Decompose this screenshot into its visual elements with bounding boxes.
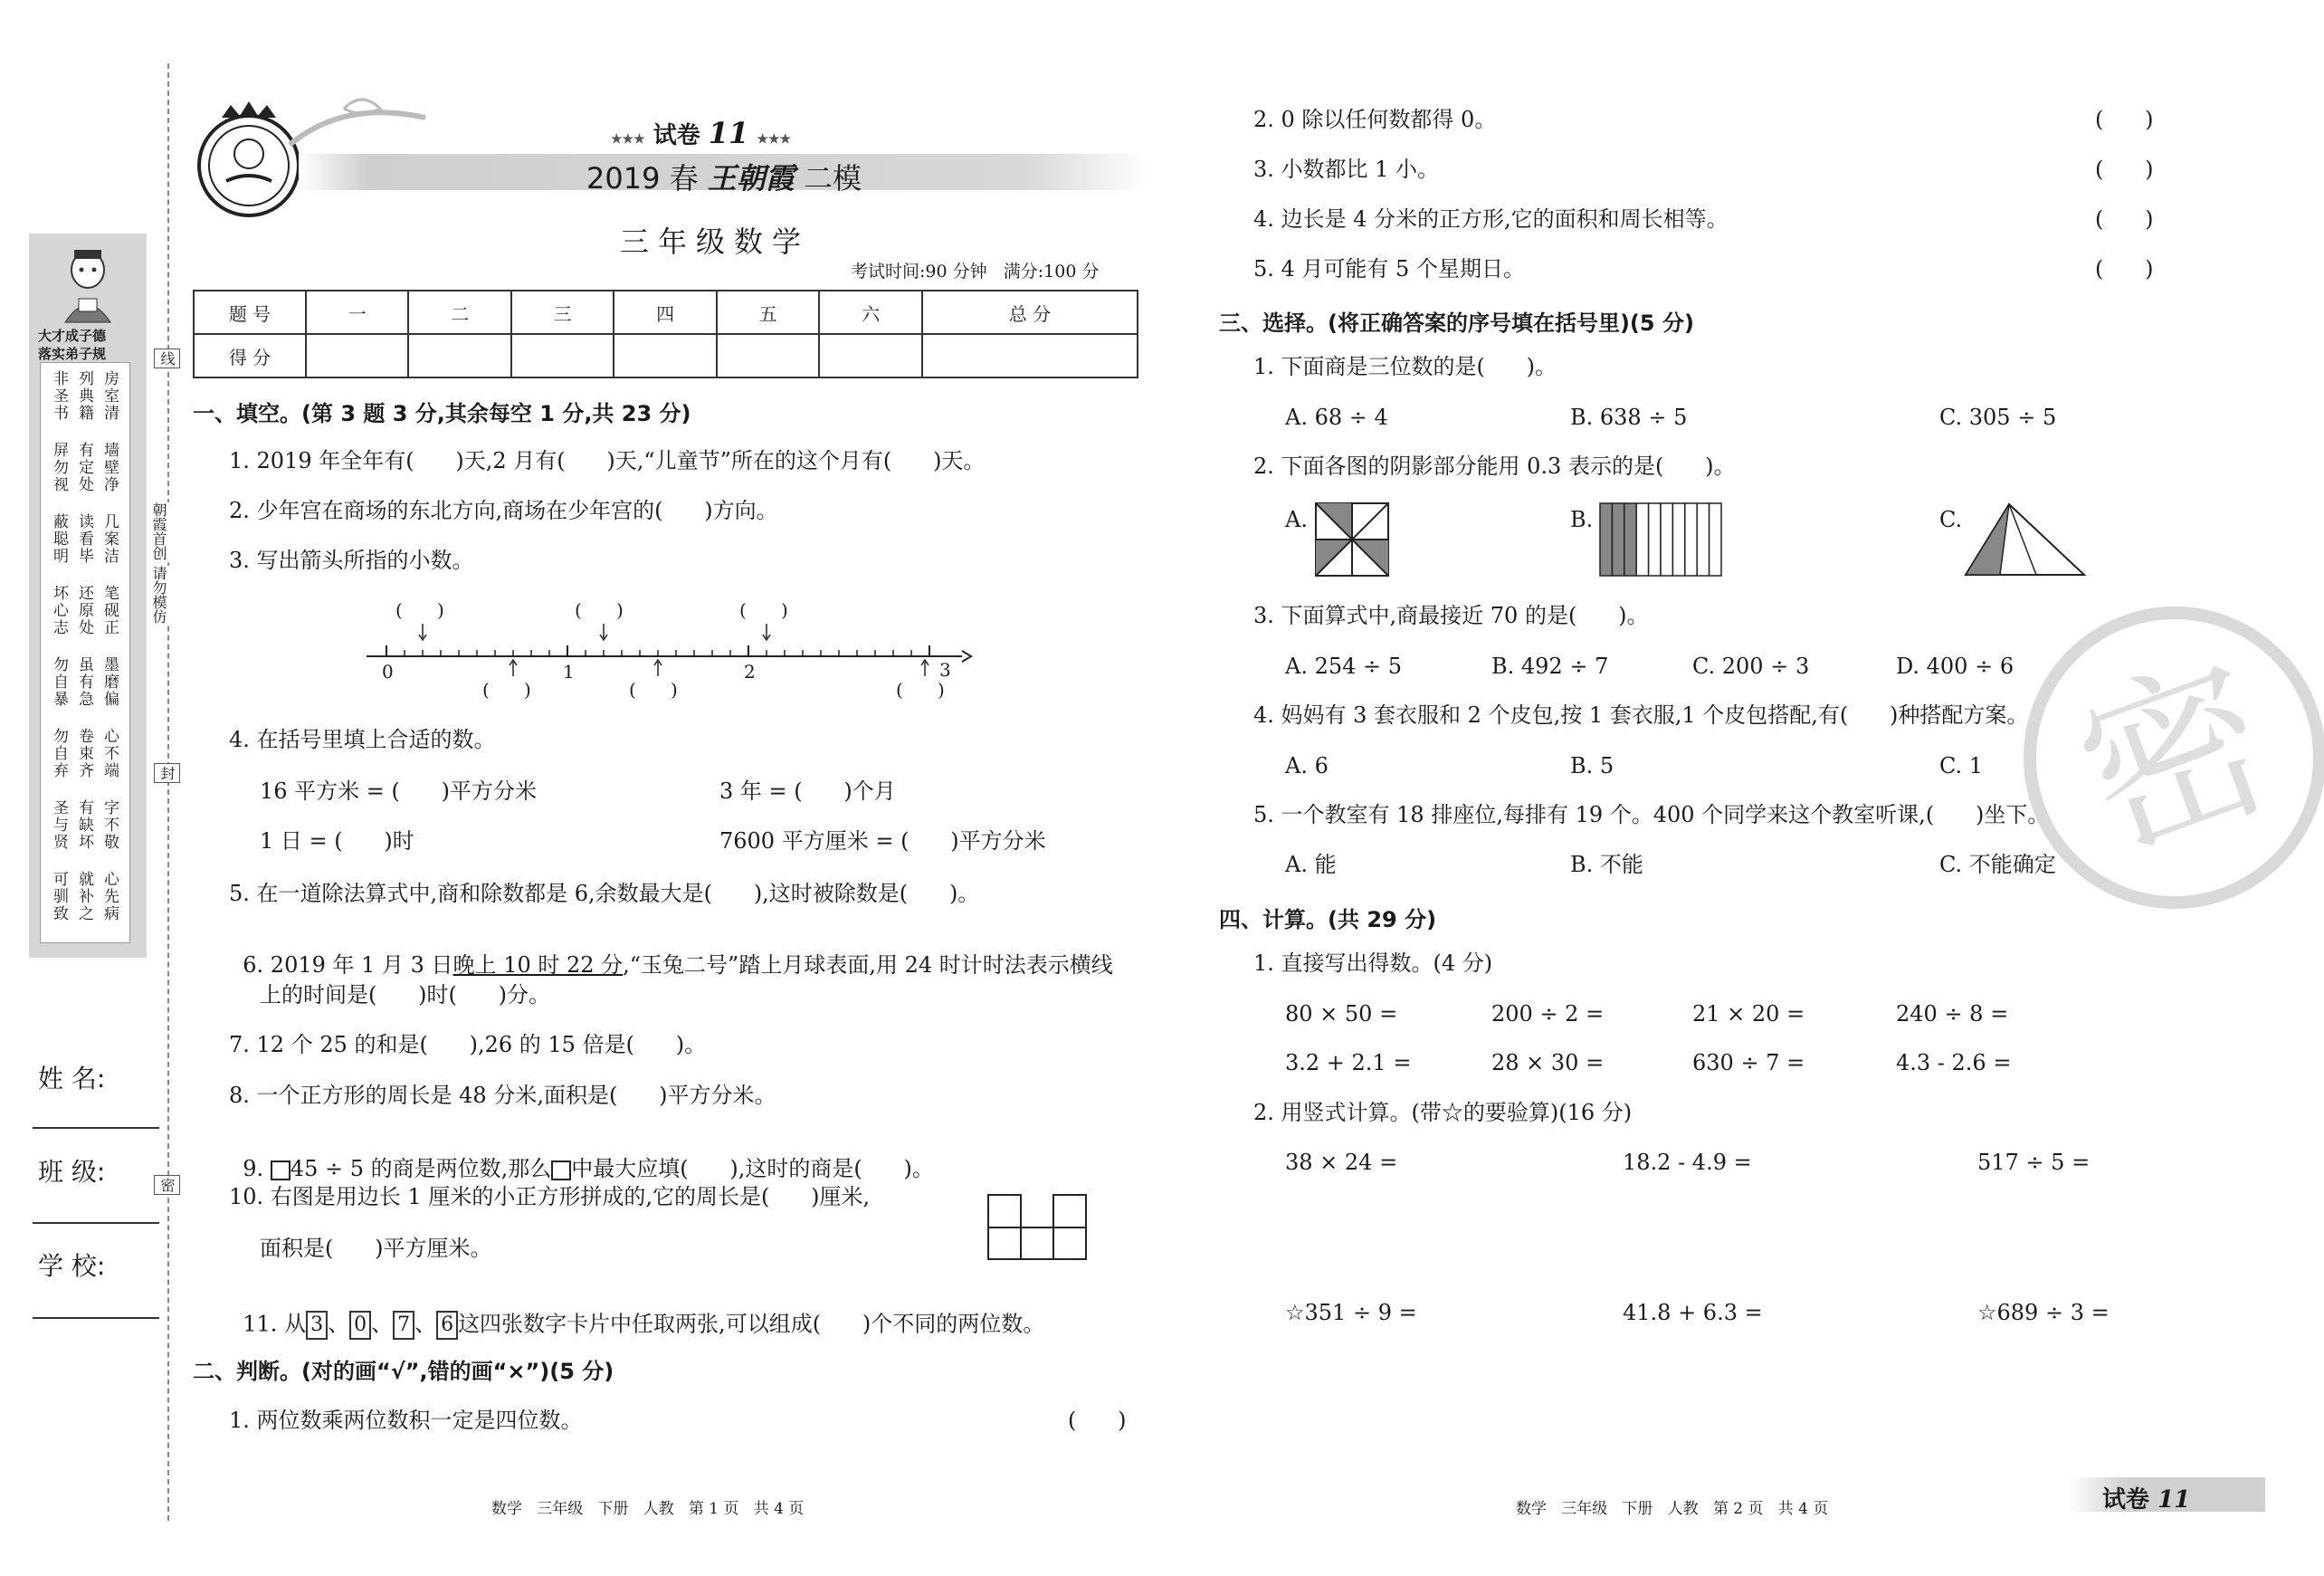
motto-phrase: 勿自弃 [50,728,68,779]
fill-q3: 3. 写出箭头所指的小数。 [229,548,474,573]
strip-cell [1661,503,1672,576]
calc-item: 630 ÷ 7 = [1692,1050,1805,1075]
section4-title: 四、计算。(共 29 分) [1219,907,1437,932]
score-value-row [194,334,1138,377]
calc-item: 28 × 30 = [1491,1050,1605,1075]
motto-phrase: 有缺坏 [75,799,93,851]
motto-phrase: 有定处 [75,442,93,493]
figure-c-triangle [1964,502,2086,580]
paper-number-line [611,116,791,150]
blank-square [551,1161,571,1180]
judge-q3: 3. 小数都比 1 小。 [1253,157,1440,182]
digit-card: 3 [306,1311,328,1340]
nl-answer-bottom[interactable]: ( ) [482,679,531,701]
motto-phrase: 字不敬 [100,799,119,851]
q9-num: 9. [243,1156,271,1181]
choice-q1: 1. 下面商是三位数的是( )。 [1253,354,1557,379]
choice-q4-b[interactable]: B. 5 [1570,753,1614,778]
judge-q1: 1. 两位数乘两位数积一定是四位数。 [229,1408,583,1433]
judge-bracket[interactable]: ( ) [1068,1408,1127,1433]
name-field[interactable] [33,1127,159,1129]
fill-q4a: 16 平方米 = ( )平方分米 [260,778,538,804]
q6-part2: ,“玉兔二号”踏上月球表面,用 24 时计时法表示横线 [623,952,1113,978]
score-header: 五 [717,291,819,334]
vertical-calc-item: 18.2 - 4.9 = [1623,1150,1752,1175]
motto-phrase: 墙壁净 [100,442,119,493]
motto-phrase: 卷束齐 [75,728,93,779]
score-header: 二 [408,291,510,334]
stars-left: ★★★ [611,132,645,147]
side-mark-seal: 封 [154,763,180,783]
calc-item: 80 × 50 = [1285,1001,1398,1027]
fill-q1: 1. 2019 年全年有( )天,2 月有( )天,“儿童节”所在的这个月有( )天。 [229,448,986,473]
score-row-label: 得 分 [194,334,306,377]
choice-q3-d[interactable]: D. 400 ÷ 6 [1896,654,2014,679]
motto-phrase: 虽有急 [75,656,93,708]
motto-phrase: 笔砚正 [100,585,119,636]
stars-right: ★★★ [757,132,792,147]
strip-cell [1685,503,1697,576]
binding-line [167,63,169,1521]
motto-phrase: 勿自暴 [50,656,68,708]
strip-cell [1672,503,1684,576]
nl-label-2: 2 [744,661,756,683]
score-table [193,290,1138,378]
choice-q1-b[interactable]: B. 638 ÷ 5 [1570,405,1688,430]
score-cell[interactable] [306,334,408,377]
exam-info: 考试时间:90 分钟 满分:100 分 [851,262,1100,282]
motto-phrase: 屏勿视 [50,442,68,493]
choice-q3-b[interactable]: B. 492 ÷ 7 [1491,654,1609,679]
fill-q9 [229,1136,934,1180]
q6-underlined: 晚上 10 时 22 分 [452,952,624,978]
choice-q2-b[interactable]: B. [1570,507,1594,532]
footer-left: 数学 三年级 下册 人教 第 1 页 共 4 页 [491,1500,805,1518]
score-header: 总 分 [922,291,1138,334]
choice-q5-b[interactable]: B. 不能 [1570,852,1643,877]
strip-cell [1624,503,1636,576]
choice-q5-c[interactable]: C. 不能确定 [1939,852,2056,877]
calc-item: 240 ÷ 8 = [1896,1001,2009,1027]
score-header: 三 [511,291,614,334]
side-mark-secret: 密 [154,1175,180,1195]
choice-q2-a[interactable]: A. [1285,507,1308,532]
strip-cell [1649,503,1661,576]
motto-phrase: 还原处 [75,585,93,636]
nl-label-0: 0 [382,661,394,683]
motto-phrase: 非圣书 [50,370,68,422]
banner-brand: 王朝霞 [707,161,795,196]
digit-card: 7 [393,1311,414,1340]
motto-phrase: 可驯致 [50,871,68,922]
choice-q4-c[interactable]: C. 1 [1939,753,1984,778]
vertical-calc-item: 41.8 + 6.3 = [1623,1300,1763,1325]
strip-cell [1697,503,1709,576]
score-header: 题 号 [194,291,306,334]
strip-cell [1636,503,1648,576]
choice-q3: 3. 下面算式中,商最接近 70 的是( )。 [1253,603,1649,628]
judge-q4: 4. 边长是 4 分米的正方形,它的面积和周长相等。 [1253,206,1729,232]
digit-card: 0 [349,1311,371,1340]
judge-bracket[interactable]: ( ) [2095,107,2154,132]
footer-tag [2102,1481,2190,1514]
score-cell[interactable] [511,334,614,377]
fill-q7: 7. 12 个 25 的和是( ),26 的 15 倍是( )。 [229,1032,707,1057]
fill-q8: 8. 一个正方形的周长是 48 分米,面积是( )平方分米。 [229,1083,776,1108]
fill-q4b: 3 年 = ( )个月 [719,778,896,804]
score-cell[interactable] [408,334,510,377]
footer-tag-label: 试卷 [2102,1486,2150,1514]
motto-phrase: 墨磨偏 [100,656,119,708]
class-field[interactable] [33,1222,159,1224]
motto-panel [40,362,130,943]
judge-q5: 5. 4 月可能有 5 个星期日。 [1253,256,1525,282]
choice-q5-a[interactable]: A. 能 [1285,852,1337,877]
nl-label-1: 1 [563,661,575,683]
side-mark-original: 朝霞首创 [150,502,167,560]
nl-answer-top[interactable]: ( ) [395,599,444,621]
calc-item: 3.2 + 2.1 = [1285,1050,1412,1075]
fill-q10: 10. 右图是用边长 1 厘米的小正方形拼成的,它的周长是( )厘米, [229,1184,871,1209]
nl-label-3: 3 [939,659,951,681]
motto-phrase: 心先病 [100,871,119,922]
blank-square[interactable] [271,1161,290,1180]
calc-item: 21 × 20 = [1692,1001,1805,1027]
score-header: 四 [614,291,716,334]
judge-bracket[interactable]: ( ) [2095,206,2154,232]
fill-q5: 5. 在一道除法算式中,商和除数都是 6,余数最大是( ),这时被除数是( )。 [229,881,980,906]
fill-q4c: 1 日 = ( )时 [260,828,414,854]
vertical-calc-item: ☆689 ÷ 3 = [1977,1300,2110,1325]
calc-q2: 2. 用竖式计算。(带☆的要验算)(16 分) [1253,1100,1633,1125]
q9-part1: 45 ÷ 5 的商是两位数,那么 [290,1156,552,1181]
choice-q2: 2. 下面各图的阴影部分能用 0.3 表示的是( )。 [1253,454,1736,479]
choice-q1-a[interactable]: A. 68 ÷ 4 [1285,405,1388,430]
score-header: 一 [306,291,408,334]
q11-part1: 11. 从 [243,1311,307,1337]
footer-right: 数学 三年级 下册 人教 第 2 页 共 4 页 [1516,1500,1829,1518]
side-mark-line: 线 [154,349,180,368]
score-cell[interactable] [614,334,716,377]
fill-q2: 2. 少年宫在商场的东北方向,商场在少年宫的( )方向。 [229,498,778,523]
secret-stamp [2025,608,2324,907]
score-header: 六 [819,291,921,334]
choice-q3-c[interactable]: C. 200 ÷ 3 [1692,654,1810,679]
motto-phrase: 几案洁 [100,513,119,565]
motto-phrase: 就补之 [75,871,93,922]
nl-answer-bottom[interactable]: ( ) [896,679,945,701]
digit-card: 6 [436,1311,458,1340]
footer-tag-num: 11 [2157,1486,2191,1514]
score-cell[interactable] [922,334,1138,377]
down-arrows [419,624,770,640]
fill-q4: 4. 在括号里填上合适的数。 [229,727,496,752]
section1-title: 一、填空。(第 3 题 3 分,其余每空 1 分,共 23 分) [193,401,691,426]
score-cell[interactable] [819,334,921,377]
banner-title [586,156,862,197]
fill-q6 [229,932,1113,976]
judge-bracket[interactable]: ( ) [2095,157,2154,182]
stamp-char: 密 [2053,628,2297,890]
motto-phrase: 蔽聪明 [50,513,68,565]
motto-phrase: 坏心志 [50,585,68,636]
subject-title: 三年级数学 [620,224,811,259]
choice-q5: 5. 一个教室有 18 排座位,每排有 19 个。400 个同学来这个教室听课,( )坐下。 [1253,802,2050,827]
ribbon-swoosh [290,91,434,154]
choice-q4: 4. 妈妈有 3 套衣服和 2 个皮包,按 1 套衣服,1 个皮包搭配,有( )种搭配方案。 [1253,702,2029,728]
motto-phrase: 列典籍 [75,370,93,422]
side-mark-nocopy: 请勿模仿 [150,566,167,624]
motto-phrase: 圣与贤 [50,799,68,851]
vertical-calc-item: 517 ÷ 5 = [1977,1150,2091,1175]
motto-phrase: 房室清 [100,370,119,422]
section2-title: 二、判断。(对的画“√”,错的画“×”)(5 分) [193,1359,614,1384]
vertical-calc-item: ☆351 ÷ 9 = [1285,1300,1417,1325]
motto-phrase: 读看毕 [75,513,93,565]
name-label: 姓 名: [38,1064,106,1094]
paper-number: 11 [708,116,749,150]
choice-q4-a[interactable]: A. 6 [1285,753,1329,778]
choice-q1-c[interactable]: C. 305 ÷ 5 [1939,405,2057,430]
section3-title: 三、选择。(将正确答案的序号填在括号里)(5 分) [1219,310,1694,336]
school-label: 学 校: [38,1251,106,1281]
q11-part2: 这四张数字卡片中任取两张,可以组成( )个不同的两位数。 [458,1311,1045,1337]
nl-answer-bottom[interactable]: ( ) [629,679,678,701]
motto-phrase: 心不端 [100,728,119,779]
square-figure [986,1193,1088,1265]
fill-q10-cont: 面积是( )平方厘米。 [260,1236,492,1261]
q9-part2: 中最大应填( ),这时的商是( )。 [571,1156,934,1181]
fill-q4d: 7600 平方厘米 = ( )平方分米 [719,828,1046,854]
figure-a-square [1315,502,1389,580]
nl-answer-top[interactable]: ( ) [739,599,788,621]
score-header-row [194,291,1138,334]
slogan-1: 大才成子德 [38,328,107,344]
strip-cell [1710,503,1721,576]
score-cell[interactable] [717,334,819,377]
fill-q6-cont: 上的时间是( )时( )分。 [260,982,550,1008]
slogan-2: 落实弟子规 [38,346,107,362]
banner-exam: 二模 [803,161,862,196]
choice-q2-c[interactable]: C. [1939,507,1963,532]
banner-year: 2019 春 [586,161,699,196]
school-field[interactable] [33,1317,159,1319]
calc-q1: 1. 直接写出得数。(4 分) [1253,950,1493,976]
calc-item: 200 ÷ 2 = [1491,1001,1605,1027]
vertical-calc-item: 38 × 24 = [1285,1150,1398,1175]
scholar-avatar [56,243,119,324]
judge-q2: 2. 0 除以任何数都得 0。 [1253,107,1497,132]
calc-item: 4.3 - 2.6 = [1896,1050,2012,1075]
class-label: 班 级: [38,1157,106,1187]
strip-cell [1600,503,1612,576]
q6-part1: 6. 2019 年 1 月 3 日 [243,952,453,978]
choice-q3-a[interactable]: A. 254 ÷ 5 [1285,654,1403,679]
strip-cell [1612,503,1624,576]
judge-bracket[interactable]: ( ) [2095,256,2154,282]
nl-answer-top[interactable]: ( ) [575,599,624,621]
fill-q11: 11. 从 3 、 0 、 7 、 6 这四张数字卡片中任取两张,可以组成( )个不同的两位数。 [229,1289,1044,1340]
paper-label: 试卷 [652,122,700,149]
figure-b-strips [1598,502,1723,580]
